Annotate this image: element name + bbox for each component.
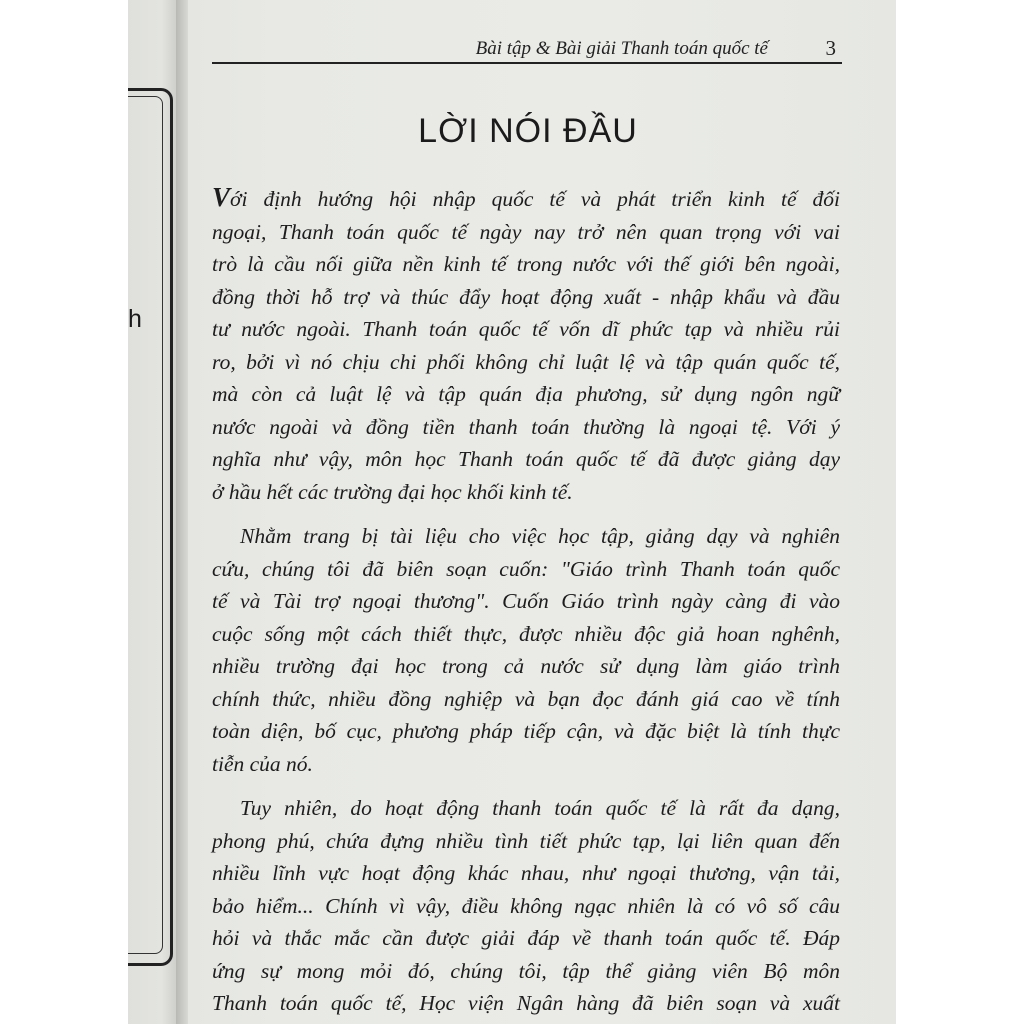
text-line: ở hầu hết các trường đại học khối kinh tế. xyxy=(212,479,573,504)
paragraph-2 xyxy=(212,520,840,780)
text-line: phong phú, chứa đựng nhiều tình tiết phức tạp, lại liên quan đến xyxy=(212,828,840,853)
text-line: Nhằm trang bị tài liệu cho việc học tập, giảng dạy và nghiên xyxy=(240,524,840,548)
text-line: Tuy nhiên, do hoạt động thanh toán quốc tế là rất đa dạng, xyxy=(240,796,840,820)
text-line: nhiều trường đại học trong cả nước sử dụng làm giáo trình xyxy=(212,654,840,678)
left-page-inner-frame xyxy=(128,96,163,954)
text-line: ứng sự mong mỏi đó, chúng tôi, tập thể giảng viên Bộ môn xyxy=(212,958,840,983)
text-line: cuộc sống một cách thiết thực, được nhiều độc giả hoan nghênh, xyxy=(212,621,840,646)
text-line: cứu, chúng tôi đã biên soạn cuốn: "Giáo trình Thanh toán quốc xyxy=(212,556,840,581)
left-page-text-fragment: h xyxy=(128,305,142,333)
text-line: tế và Tài trợ ngoại thương". Cuốn Giáo trình ngày càng đi vào xyxy=(212,589,840,613)
paragraph-3 xyxy=(212,792,840,1020)
text-line: Thanh toán quốc tế, Học viện Ngân hàng đã biên soạn và xuất xyxy=(212,991,840,1015)
text-line: mà còn cả luật lệ và tập quán địa phương, sử dụng ngôn ngữ xyxy=(212,382,840,406)
text-line: tư nước ngoài. Thanh toán quốc tế vốn dĩ phức tạp và nhiều rủi xyxy=(212,317,840,341)
text-line: nước ngoài và đồng tiền thanh toán thường là ngoại tệ. Với ý xyxy=(212,414,840,439)
drop-cap: V xyxy=(212,182,231,212)
text-line: toàn diện, bố cục, phương pháp tiếp cận, và đặc biệt là tính thực xyxy=(212,719,840,743)
text-line: trò là cầu nối giữa nền kinh tế trong nước với thế giới bên ngoài, xyxy=(212,252,840,276)
running-header-title: Bài tập & Bài giải Thanh toán quốc tế xyxy=(475,38,768,59)
paragraph-1 xyxy=(212,181,840,508)
body-text xyxy=(212,181,840,1020)
text-line: đồng thời hỗ trợ và thúc đẩy hoạt động xuất - nhập khẩu và đầu xyxy=(212,284,840,309)
text-line: ngoại, Thanh toán quốc tế ngày nay trở nên quan trọng với vai xyxy=(212,219,840,244)
text-line: ro, bởi vì nó chịu chi phối không chỉ luật lệ và tập quán quốc tế, xyxy=(212,349,840,374)
text-line: nghĩa như vậy, môn học Thanh toán quốc tế đã được giảng dạy xyxy=(212,447,840,471)
text-line: tiễn của nó. xyxy=(212,751,313,776)
page-number: 3 xyxy=(825,36,836,60)
text-line: bảo hiểm... Chính vì vậy, điều không ngạc nhiên là có vô số câu xyxy=(212,893,840,918)
book-page xyxy=(188,0,896,1024)
text-line: Với định hướng hội nhập quốc tế và phát triển kinh tế đối xyxy=(212,182,840,212)
text-line: nhiều lĩnh vực hoạt động khác nhau, như ngoại thương, vận tải, xyxy=(212,861,840,885)
text-line: hỏi và thắc mắc cần được giải đáp về thanh toán quốc tế. Đáp xyxy=(212,926,840,950)
chapter-title: LỜI NÓI ĐẦU xyxy=(418,112,638,150)
running-header xyxy=(212,34,842,64)
text-line: chính thức, nhiều đồng nghiệp và bạn đọc đánh giá cao về tính xyxy=(212,686,840,711)
book-gutter xyxy=(176,0,188,1024)
book-scan xyxy=(128,0,896,1024)
left-page-edge xyxy=(128,0,176,1024)
